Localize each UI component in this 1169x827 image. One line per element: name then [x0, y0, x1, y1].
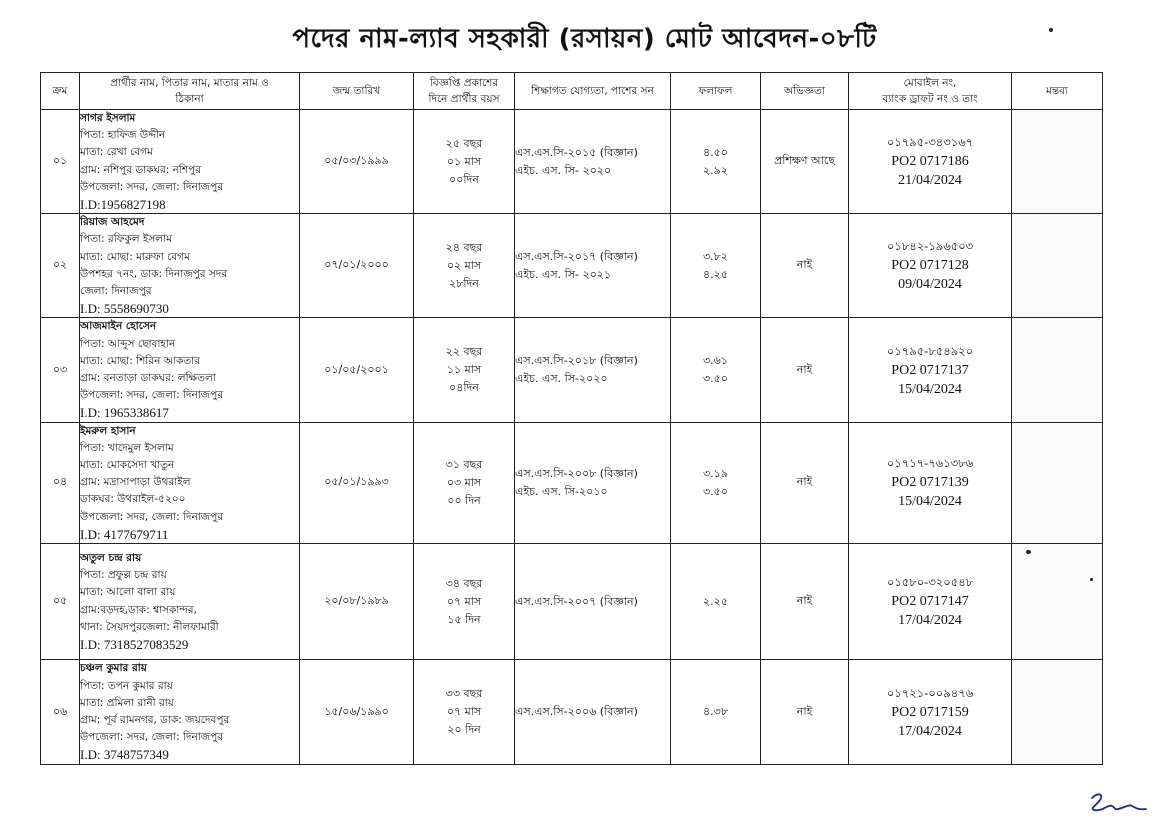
serial-cell: ০১	[41, 110, 80, 214]
applicant-info-cell	[80, 660, 300, 765]
signature-mark	[1088, 790, 1150, 814]
applicant-id: I.D: 3748757349	[80, 747, 169, 763]
result-line: ৩.৫০	[703, 372, 728, 386]
bank-draft-number: PO2 0717147	[891, 594, 969, 610]
bank-draft-date: 09/04/2024	[898, 277, 962, 293]
applicant-detail-line: গ্রাম: পূর্ব রামনগর, ডাক: জয়দেবপুর	[80, 714, 230, 727]
dob-cell: ২০/০৮/১৯৮৯	[300, 544, 414, 660]
experience-cell: নাই	[761, 660, 849, 765]
education-line: এইচ. এস. সি-২০১০	[515, 484, 608, 498]
applicant-info-cell	[80, 110, 300, 214]
age-line: ০০ দিন	[447, 493, 481, 507]
contact-cell	[849, 110, 1012, 214]
header-contact-line2: ব্যাংক ড্রাফট নং ও তাং	[882, 93, 978, 105]
result-line: ৩.৬১	[703, 354, 728, 368]
age-line: ৩১ বছর	[445, 457, 483, 471]
experience-cell: নাই	[761, 318, 849, 422]
applicant-info-cell	[80, 318, 300, 422]
table-row	[41, 544, 1103, 660]
bank-draft-date: 17/04/2024	[898, 723, 962, 739]
table-row	[41, 318, 1103, 422]
header-age-line1: বিজ্ঞপ্তি প্রকাশের	[429, 77, 499, 89]
bank-draft-number: PO2 0717128	[891, 258, 969, 274]
age-line: ২৫ বছর	[445, 136, 483, 150]
education-cell	[515, 422, 671, 543]
education-cell	[515, 318, 671, 422]
result-cell	[671, 544, 761, 660]
result-line: ৪.২৫	[703, 267, 728, 281]
result-line: ৩.৮২	[703, 249, 728, 263]
header-contact-line1: মোবাইল নং,	[903, 77, 957, 89]
contact-cell	[849, 544, 1012, 660]
experience-cell: প্রশিক্ষণ আছে	[761, 110, 849, 214]
contact-cell	[849, 422, 1012, 543]
bank-draft-number: PO2 0717139	[891, 475, 969, 491]
bank-draft-date: 21/04/2024	[898, 173, 962, 189]
applicant-detail-line: উপজেলা: সদর, জেলা: দিনাজপুর	[80, 180, 224, 193]
header-serial: ক্রম	[41, 73, 80, 110]
applicant-name: রিয়াজ আহমেদ	[80, 216, 145, 229]
age-line: ২০ দিন	[447, 723, 481, 737]
header-dob: জন্ম তারিখ	[300, 73, 414, 110]
education-cell	[515, 660, 671, 765]
applicant-name: চঞ্চল কুমার রায়	[80, 662, 147, 675]
applicant-detail-line: মাতা: রেখা বেগম	[80, 146, 153, 159]
header-result: ফলাফল	[671, 73, 761, 110]
applicant-id: I.D: 4177679711	[80, 526, 169, 542]
header-applicant-info-line1: প্রার্থীর নাম, পিতার নাম, মাতার নাম ও	[110, 77, 269, 89]
bank-draft-number: PO2 0717159	[891, 704, 969, 720]
age-line: ০১ মাস	[446, 154, 482, 168]
bank-draft-number: PO2 0717186	[891, 154, 969, 170]
header-experience: অভিজ্ঞতা	[761, 73, 849, 110]
age-cell	[414, 110, 515, 214]
dob-cell: ০৫/০৩/১৯৯৯	[300, 110, 414, 214]
remarks-cell	[1012, 660, 1103, 765]
education-line: এস.এস.সি-২০০৭ (বিজ্ঞান)	[515, 594, 638, 608]
applicant-detail-line: উপশহর ৭নং, ডাক: দিনাজপুর সদর	[80, 267, 228, 280]
applicant-detail-line: পিতা: রফিকুল ইসলাম	[80, 233, 172, 246]
applicant-info-cell	[80, 422, 300, 543]
mobile-number: ০১৮৪২-১৯৬৫০৩	[886, 239, 974, 254]
applicant-detail-line: থানা: সৈয়দপুরজেলা: নীলফামারী	[80, 620, 219, 633]
age-line: ০২ মাস	[446, 258, 482, 272]
serial-cell: ০৪	[41, 422, 80, 543]
serial-cell: ০২	[41, 214, 80, 318]
mobile-number: ০১৭৯৫-৮৫৪৯২০	[886, 343, 974, 358]
applicant-detail-line: মাতা: মোকসেদা খাতুন	[80, 459, 175, 472]
applicant-id: I.D: 7318527083529	[80, 636, 189, 652]
age-line: ২২ বছর	[445, 345, 483, 359]
age-line: ০৭ মাস	[446, 705, 482, 719]
age-cell	[414, 214, 515, 318]
mobile-number: ০১৭২১-০০৯৪৭৬	[886, 685, 974, 700]
applicant-detail-line: উপজেলা: সদর, জেলা: দিনাজপুর	[80, 731, 224, 744]
age-line: ০৭ মাস	[446, 594, 482, 608]
applicant-detail-line: উপজেলা: সদর, জেলা: দিনাজপুর	[80, 389, 224, 402]
header-age	[414, 73, 515, 110]
age-line: ০৩ মাস	[446, 475, 482, 489]
applicant-id: I.D: 1965338617	[80, 405, 169, 421]
applicant-detail-line: গ্রাম:বড়দহ,ডাক: শ্বাসকান্দর,	[80, 603, 197, 616]
applicant-name: ইমরুল হাসান	[80, 424, 136, 437]
mobile-number: ০১৭৯৫-৩৪৩১৬৭	[886, 135, 974, 150]
applicant-detail-line: পিতা: খাদেমুল ইসলাম	[80, 441, 174, 454]
result-line: ৪.৫০	[703, 145, 728, 159]
serial-cell: ০৬	[41, 660, 80, 765]
age-line: ০৪দিন	[449, 381, 479, 395]
scan-speck	[1026, 550, 1031, 554]
remarks-cell	[1012, 422, 1103, 543]
dob-cell: ০৭/০১/২০০০	[300, 214, 414, 318]
applicant-detail-line: পিতা: প্রফুল্ল চন্দ্র রায়	[80, 569, 167, 582]
contact-cell	[849, 318, 1012, 422]
applicant-detail-line: গ্রাম: মদ্রাসাপাড়া উথরাইল	[80, 476, 191, 489]
applicant-detail-line: পিতা: তপন কুমার রায়	[80, 679, 173, 692]
table-row	[41, 660, 1103, 765]
applicant-detail-line: গ্রাম: নশিপুর ডাকঘর: নশিপুর	[80, 163, 201, 176]
applicant-detail-line: মাতা: প্রমিলা রানী রায়	[80, 696, 174, 709]
table-row	[41, 110, 1103, 214]
applicant-detail-line: পিতা: হাফিজ উদ্দীন	[80, 129, 166, 142]
applicants-table	[40, 72, 1103, 765]
applicant-id: I.D:1956827198	[80, 197, 166, 213]
applicant-info-cell	[80, 214, 300, 318]
applicant-name: আজমাইন হোসেন	[80, 320, 157, 333]
result-line: ৩.১৯	[703, 466, 728, 480]
mobile-number: ০১৫৮০-৩২০৫৪৮	[886, 575, 974, 590]
dob-cell: ০১/০৫/২০০১	[300, 318, 414, 422]
applicant-detail-line: গ্রাম: বনতাড়া ডাকঘর: লক্ষিতলা	[80, 372, 216, 385]
result-line: ৪.৩৮	[703, 705, 728, 719]
header-remarks: মন্তব্য	[1012, 73, 1103, 110]
result-line: ২.৯২	[703, 163, 728, 177]
mobile-number: ০১৭১৭-৭৬১৩৮৬	[886, 456, 974, 471]
education-cell	[515, 544, 671, 660]
applicant-id: I.D: 5558690730	[80, 301, 169, 317]
applicant-detail-line: মাতা: মোছা: শিরিন আকতার	[80, 354, 200, 367]
education-line: এস.এস.সি-২০১৭ (বিজ্ঞান)	[515, 249, 638, 263]
experience-cell: নাই	[761, 422, 849, 543]
education-line: এস.এস.সি-২০১৮ (বিজ্ঞান)	[515, 354, 638, 368]
remarks-cell	[1012, 214, 1103, 318]
experience-cell: নাই	[761, 214, 849, 318]
age-line: ২৮দিন	[449, 276, 479, 290]
education-cell	[515, 110, 671, 214]
header-age-line2: দিনে প্রার্থীর বয়স	[428, 93, 500, 105]
contact-cell	[849, 660, 1012, 765]
applicant-detail-line: জেলা: দিনাজপুর	[80, 285, 152, 298]
applicant-detail-line: পিতা: আব্দুস ছোবাহান	[80, 337, 176, 350]
header-applicant-info-line2: ঠিকানা	[175, 93, 204, 105]
education-line: এস.এস.সি-২০১৫ (বিজ্ঞান)	[515, 145, 638, 159]
scan-speck	[1090, 578, 1093, 581]
header-education: শিক্ষাগত যোগ্যতা, পাশের সন	[515, 73, 671, 110]
experience-cell: নাই	[761, 544, 849, 660]
remarks-cell	[1012, 318, 1103, 422]
bank-draft-date: 17/04/2024	[898, 613, 962, 629]
applicant-name: অতুল চন্দ্র রায়	[80, 551, 142, 564]
result-cell	[671, 318, 761, 422]
age-line: ১১ মাস	[446, 363, 482, 377]
age-cell	[414, 660, 515, 765]
serial-cell: ০৫	[41, 544, 80, 660]
applicant-detail-line: মাতা: মোছা: মারুফা বেগম	[80, 250, 190, 263]
education-line: এস.এস.সি-২০০৬ (বিজ্ঞান)	[515, 705, 638, 719]
applicant-detail-line: উপজেলা: সদর, জেলা: দিনাজপুর	[80, 510, 224, 523]
age-cell	[414, 422, 515, 543]
page-title: পদের নাম-ল্যাব সহকারী (রসায়ন) মোট আবেদন-০৮টি	[292, 24, 877, 54]
education-line: এইচ. এস. সি- ২০২০	[515, 163, 612, 177]
contact-cell	[849, 214, 1012, 318]
header-contact	[849, 73, 1012, 110]
serial-cell: ০৩	[41, 318, 80, 422]
dob-cell: ১৫/০৬/১৯৯০	[300, 660, 414, 765]
dob-cell: ০৫/০১/১৯৯৩	[300, 422, 414, 543]
applicant-detail-line: ডাকঘর: উথরাইল-৫২০০	[80, 493, 186, 506]
table-row	[41, 422, 1103, 543]
result-cell	[671, 214, 761, 318]
result-cell	[671, 660, 761, 765]
age-line: ৩৪ বছর	[445, 576, 483, 590]
table-row	[41, 214, 1103, 318]
applicant-info-cell	[80, 544, 300, 660]
applicant-detail-line: মাতা: আলো বালা রায়	[80, 586, 176, 599]
result-cell	[671, 422, 761, 543]
header-applicant-info	[80, 73, 300, 110]
bank-draft-number: PO2 0717137	[891, 362, 969, 378]
age-line: ০০দিন	[449, 172, 479, 186]
age-cell	[414, 318, 515, 422]
scan-speck	[1049, 28, 1053, 32]
bank-draft-date: 15/04/2024	[898, 494, 962, 510]
remarks-cell	[1012, 110, 1103, 214]
applicant-name: সাগর ইসলাম	[80, 112, 136, 124]
education-line: এস.এস.সি-২০০৮ (বিজ্ঞান)	[515, 466, 638, 480]
education-cell	[515, 214, 671, 318]
education-line: এইচ. এস. সি- ২০২১	[515, 267, 612, 281]
education-line: এইচ. এস. সি-২০২০	[515, 372, 608, 386]
age-line: ৩৩ বছর	[445, 687, 483, 701]
remarks-cell	[1012, 544, 1103, 660]
bank-draft-date: 15/04/2024	[898, 381, 962, 397]
result-line: ৩.৫০	[703, 484, 728, 498]
result-cell	[671, 110, 761, 214]
age-cell	[414, 544, 515, 660]
table-header-row	[41, 73, 1103, 110]
age-line: ১৫ দিন	[447, 612, 481, 626]
result-line: ২.২৫	[703, 594, 728, 608]
age-line: ২৪ বছর	[445, 240, 483, 254]
